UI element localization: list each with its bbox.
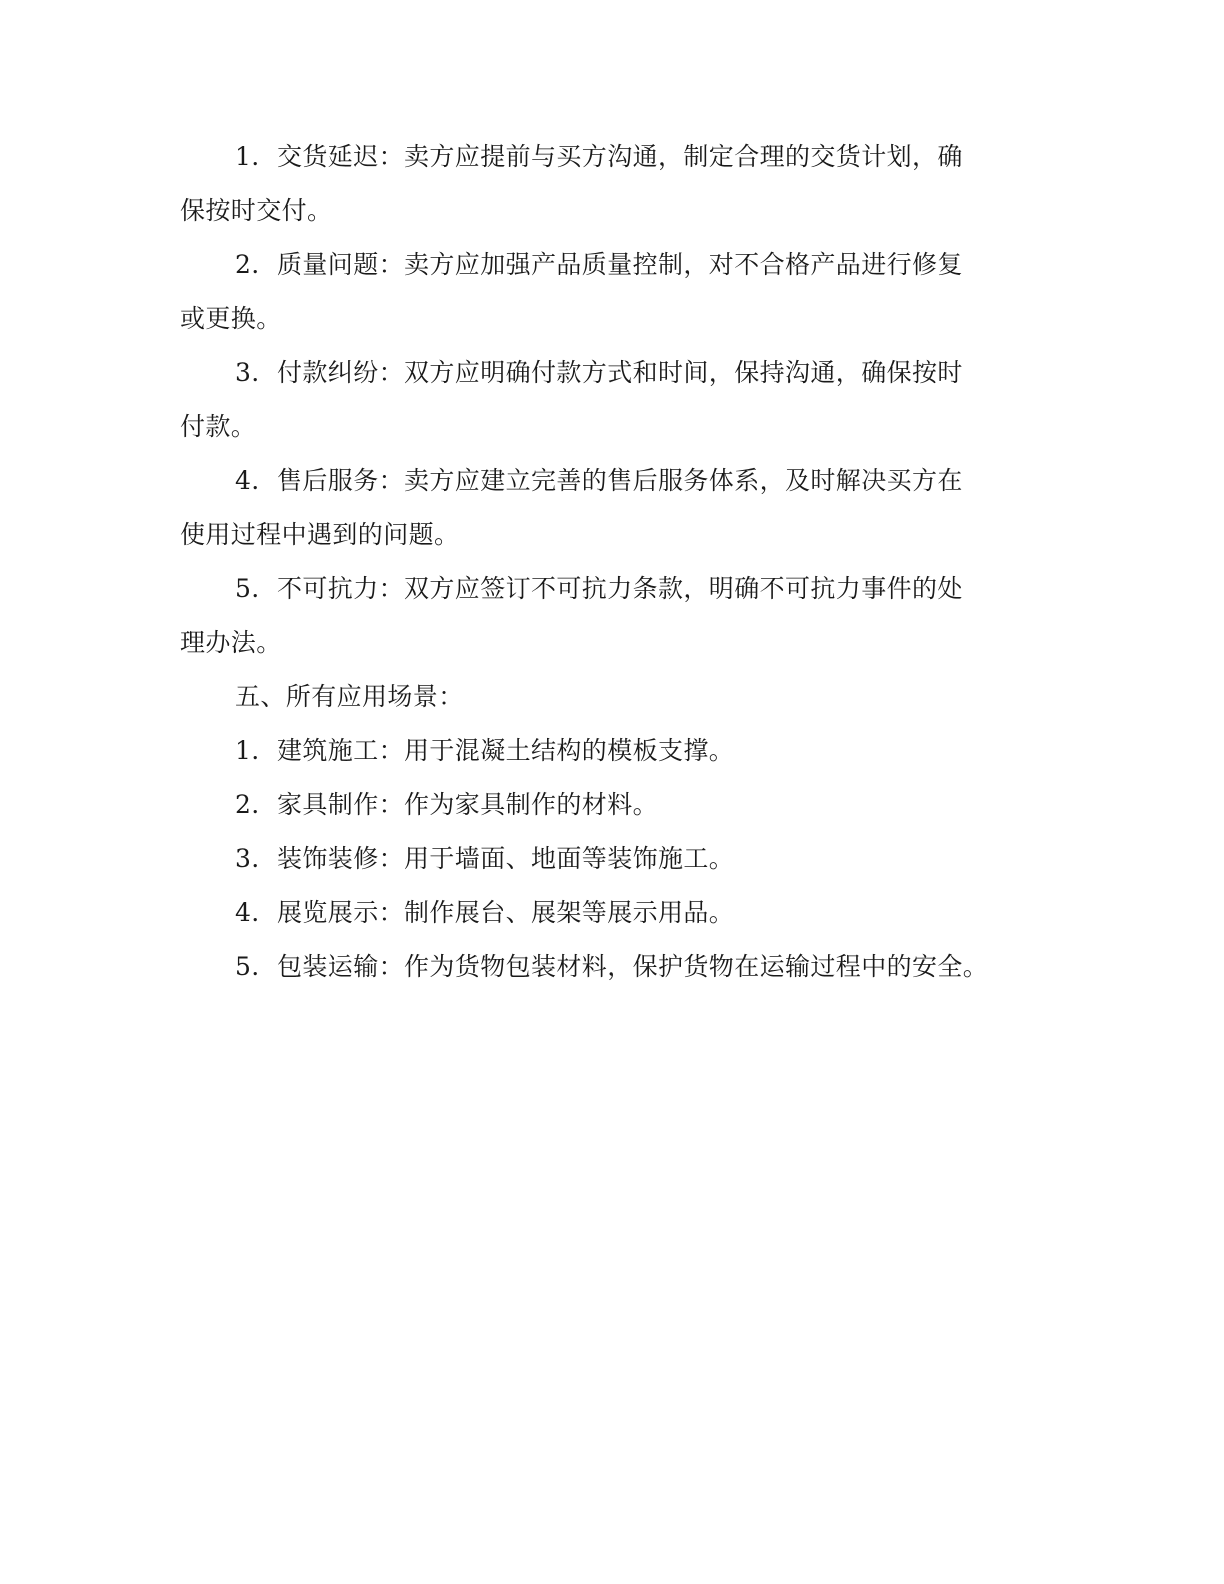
paragraph-2-line-2: 或更换。 bbox=[180, 304, 282, 333]
scenario-number: 5. bbox=[235, 952, 260, 981]
paragraph-text: 质量问题：卖方应加强产品质量控制，对不合格产品进行修复 bbox=[277, 250, 963, 279]
document-body bbox=[180, 130, 1030, 994]
paragraph-2-line-1 bbox=[180, 238, 1030, 292]
scenario-text: 建筑施工：用于混凝土结构的模板支撑。 bbox=[277, 736, 735, 765]
scenario-item-2 bbox=[180, 778, 1030, 832]
scenario-number: 1. bbox=[235, 736, 260, 765]
paragraph-3-line-2: 付款。 bbox=[180, 412, 257, 441]
paragraph-1-line-2: 保按时交付。 bbox=[180, 196, 333, 225]
scenario-number: 4. bbox=[235, 898, 260, 927]
section-heading: 五、所有应用场景： bbox=[235, 682, 464, 711]
paragraph-number: 5. bbox=[235, 574, 260, 603]
paragraph-3-line-1 bbox=[180, 346, 1030, 400]
scenario-item-3 bbox=[180, 832, 1030, 886]
scenario-item-5 bbox=[180, 940, 1030, 994]
scenario-text: 包装运输：作为货物包装材料，保护货物在运输过程中的安全。 bbox=[277, 952, 989, 981]
scenario-text: 家具制作：作为家具制作的材料。 bbox=[277, 790, 659, 819]
paragraph-number: 4. bbox=[235, 466, 260, 495]
scenario-item-4 bbox=[180, 886, 1030, 940]
paragraph-text: 售后服务：卖方应建立完善的售后服务体系，及时解决买方在 bbox=[277, 466, 963, 495]
paragraph-5-line-1 bbox=[180, 562, 1030, 616]
scenario-number: 3. bbox=[235, 844, 260, 873]
paragraph-number: 1. bbox=[235, 142, 260, 171]
paragraph-text: 付款纠纷：双方应明确付款方式和时间，保持沟通，确保按时 bbox=[277, 358, 963, 387]
paragraph-number: 3. bbox=[235, 358, 260, 387]
paragraph-5-line-2: 理办法。 bbox=[180, 628, 282, 657]
paragraph-1-line-1 bbox=[180, 130, 1030, 184]
paragraph-text: 不可抗力：双方应签订不可抗力条款，明确不可抗力事件的处 bbox=[277, 574, 963, 603]
scenario-item-1 bbox=[180, 724, 1030, 778]
paragraph-number: 2. bbox=[235, 250, 260, 279]
paragraph-4-line-1 bbox=[180, 454, 1030, 508]
paragraph-text: 交货延迟：卖方应提前与买方沟通，制定合理的交货计划，确 bbox=[277, 142, 963, 171]
scenario-number: 2. bbox=[235, 790, 260, 819]
scenario-text: 展览展示：制作展台、展架等展示用品。 bbox=[277, 898, 735, 927]
paragraph-4-line-2: 使用过程中遇到的问题。 bbox=[180, 520, 460, 549]
scenario-text: 装饰装修：用于墙面、地面等装饰施工。 bbox=[277, 844, 735, 873]
